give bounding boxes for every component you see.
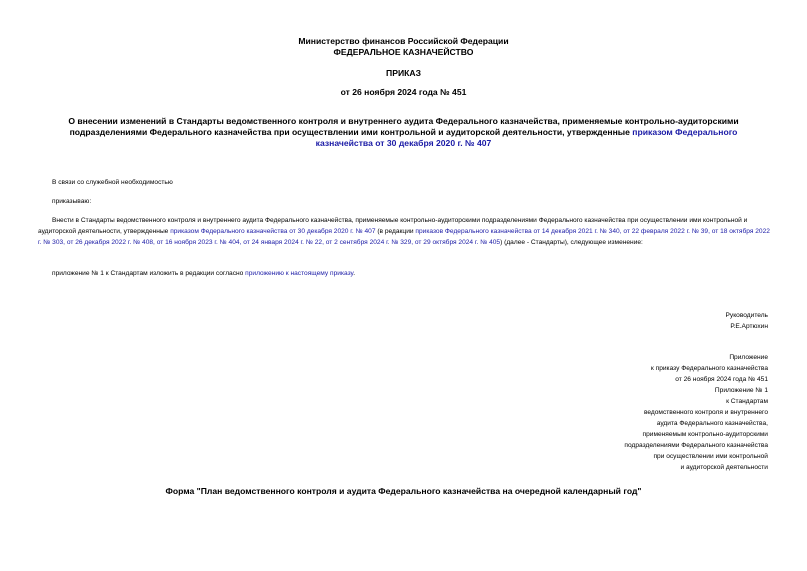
- paragraph-reason: В связи со служебной необходимостью: [52, 179, 173, 186]
- document-date-number: от 26 ноября 2024 года № 451: [340, 87, 467, 97]
- amendment-text-2: (в редакции: [375, 228, 416, 235]
- signature-name: Р.Е.Артюхин: [730, 323, 768, 330]
- appendix-line: подразделениями Федерального казначейства: [624, 442, 768, 449]
- appendix-statement-text-2: .: [353, 270, 356, 277]
- form-title: Форма "План ведомственного контроля и аудита Федерального казначейства на очередной календарный год": [165, 486, 642, 496]
- agency-name: ФЕДЕРАЛЬНОЕ КАЗНАЧЕЙСТВО: [333, 47, 474, 57]
- amendment-link-orders-list[interactable]: приказов Федерального казначейства от 14 декабря 2021 г. № 340, от 22 февраля 2022 г. № 39, от 18 октября 2022 г. № 303, от 26 декабря 2022 г. № 408, от 16 ноября 2023 г. № 404, от 24 января 2024 г. № 22, от 2 сентября 2024 г. № 329, от 29 октября 2024 г. № 405: [38, 228, 770, 246]
- paragraph-order: приказываю:: [52, 198, 92, 205]
- appendix-line: Приложение: [729, 354, 768, 361]
- ministry-name: Министерство финансов Российской Федерации: [298, 36, 509, 46]
- appendix-line: от 26 ноября 2024 года № 451: [675, 376, 768, 383]
- appendix-line: применяемым контрольно-аудиторскими: [642, 431, 768, 438]
- appendix-line: к приказу Федерального казначейства: [650, 365, 768, 372]
- paragraph-appendix-statement: [38, 268, 770, 279]
- document-type: ПРИКАЗ: [386, 68, 421, 78]
- appendix-line: ведомственного контроля и внутреннего: [643, 409, 768, 416]
- appendix-line: Приложение № 1: [714, 387, 768, 394]
- signature-position: Руководитель: [725, 312, 768, 319]
- title-link-order-407[interactable]: приказом Федерального казначейства от 30 декабря 2020 г. № 407: [315, 127, 738, 148]
- amendment-link-order-407[interactable]: приказом Федерального казначейства от 30 декабря 2020 г. № 407: [170, 228, 376, 235]
- appendix-line: при осуществлении ими контрольной: [653, 453, 768, 460]
- signature-block: [726, 310, 768, 332]
- appendix-line: к Стандартам: [726, 398, 768, 405]
- amendment-text-1: Внести в Стандарты ведомственного контроля и внутреннего аудита Федерального казначейства, применяемые контрольно-аудиторскими подразделениями Федерального казначейства при осуществлении ими контрольной и аудиторской деятельности, утвержденные: [38, 217, 748, 235]
- appendix-header: [568, 352, 768, 473]
- appendix-statement-text-1: приложение № 1 к Стандартам изложить в редакции согласно: [52, 270, 246, 277]
- appendix-line: аудита Федерального казначейства,: [656, 420, 768, 427]
- title-text: О внесении изменений в Стандарты ведомственного контроля и внутреннего аудита Федерального казначейства, применяемые контрольно-аудиторскими подразделениями Федерального казначейства при осуществлении ими контрольной и аудиторской деятельности, утвержденные: [68, 116, 739, 137]
- appendix-statement-link[interactable]: приложению к настоящему приказу: [245, 270, 354, 277]
- appendix-line: и аудиторской деятельности: [680, 464, 768, 471]
- amendment-text-3: ) (далее - Стандарты), следующее изменение:: [500, 239, 643, 246]
- document-title: [40, 116, 767, 149]
- paragraph-amendment: [38, 215, 770, 248]
